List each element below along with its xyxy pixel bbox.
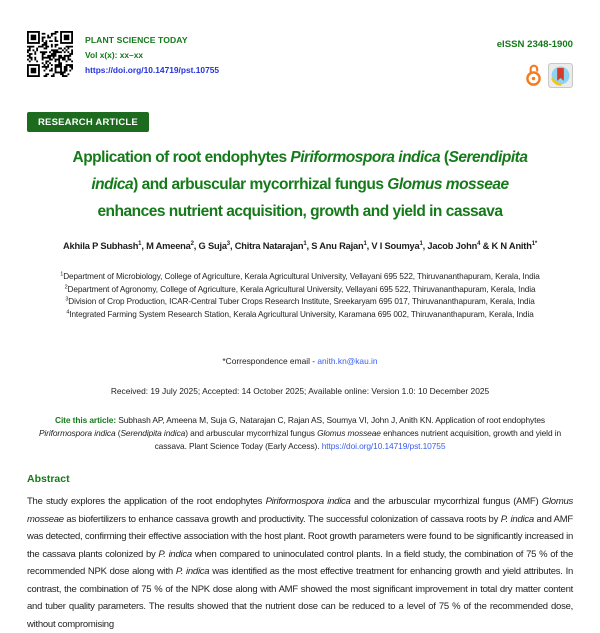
research-article-badge: RESEARCH ARTICLE: [27, 112, 149, 132]
article-dates: Received: 19 July 2025; Accepted: 14 October 2025; Available online: Version 1.0: 10 December 2025: [110, 386, 490, 396]
abstract-heading: Abstract: [27, 473, 70, 485]
doi-link[interactable]: https://doi.org/10.14719/pst.10755: [85, 64, 220, 75]
masthead-left: [27, 26, 219, 78]
affiliation-line: $^4$Integrated Farming System Research Station, Kerala Agricultural University, Karamana 695 002, Thiruvananthapuram, Kerala, India: [66, 308, 534, 319]
title-line: indica) and arbuscular mycorrhizal fungus Glomus mosseae: [91, 176, 509, 193]
title-line: Application of root endophytes Piriformospora indica (Serendipita: [72, 149, 528, 166]
abstract-text: The study explores the application of the root endophytes Piriformospora indica and the arbuscular mycorrhizal fungus (AMF) Glomus mosseae as biofertilizers to enhance cassava growth and productivity. The successful colonization of cassava roots by P. indica and AMF was detected, confirming their effective association with the host plant. Root growth parameters were found to be significantly increased in the cassava plants colonized by P. indica when compared to uninoculated control plants. In a field study, the combination of 75 % of the recommended NPK dose along with P. indica was identified as the most effective treatment for enhancing growth and yield attributes. In contrast, the combination of 75 % of the NPK dose along with AMF showed the most significant improvement in total dry matter content and tuber quality parameters. The results showed that the nutrient dose can be reduced to a level of 75 % of the recommended dose, without compromising: [27, 496, 574, 630]
qr-code-icon: [27, 26, 73, 78]
masthead-right: [497, 26, 573, 88]
affiliation-line: $^1$Department of Microbiology, College of Agriculture, Kerala Agricultural University, Vellayani 695 522, Thiruvananthapuram, Kerala, India: [60, 271, 540, 281]
author-list: Akhila P Subhash$^1$, M Ameena$^2$, G Suja$^3$, Chitra Natarajan$^1$, S Anu Rajan$^1$, V I Soumya$^1$, Jacob John$^4$ & K N Anith$^{1*}$: [63, 240, 537, 251]
cite-label: Cite this article:: [55, 415, 117, 425]
article-title: [27, 144, 573, 225]
masthead: [27, 26, 573, 88]
journal-name: PLANT SCIENCE TODAY: [85, 35, 188, 45]
bookmark-badge-icon[interactable]: [548, 63, 573, 88]
journal-meta: [85, 26, 219, 78]
open-access-icon: [525, 62, 542, 88]
eissn-label: eISSN 2348-1900: [496, 39, 573, 50]
affiliation-line: $^3$Division of Crop Production, ICAR-Central Tuber Crops Research Institute, Sreekaryam 695 017, Thiruvananthapuram, Kerala, India: [65, 296, 535, 306]
cite-text: Subhash AP, Ameena M, Suja G, Natarajan C, Rajan AS, Soumya VI, John J, Anith KN. Application of root endophytes Piriformospora indica (Serendipita indica) and arbuscular mycorrhizal fungus Glomus mosseae enhances nutrient acquisition, growth and yield in cassava. Plant Science Today (Early Access). https://doi.org/10.14719/pst.10755: [38, 415, 562, 451]
correspondence-label: *Correspondence email -: [222, 356, 318, 366]
title-line: enhances nutrient acquisition, growth and yield in cassava: [97, 203, 503, 220]
citation-block: [27, 414, 573, 453]
affiliation-line: $^2$Department of Agronomy, College of Agriculture, Kerala Agricultural University, Vellayani 695 522, Thiruvananthapuram, Kerala, India: [64, 283, 536, 294]
icon-row: [497, 62, 573, 88]
volume-info: Vol x(x): xx–xx: [85, 49, 144, 60]
correspondence-email-link[interactable]: anith.kn@kau.in: [317, 356, 378, 366]
inline-link[interactable]: https://doi.org/10.14719/pst.10755: [321, 441, 446, 451]
affiliations: [27, 271, 573, 321]
correspondence-line: [27, 356, 573, 366]
